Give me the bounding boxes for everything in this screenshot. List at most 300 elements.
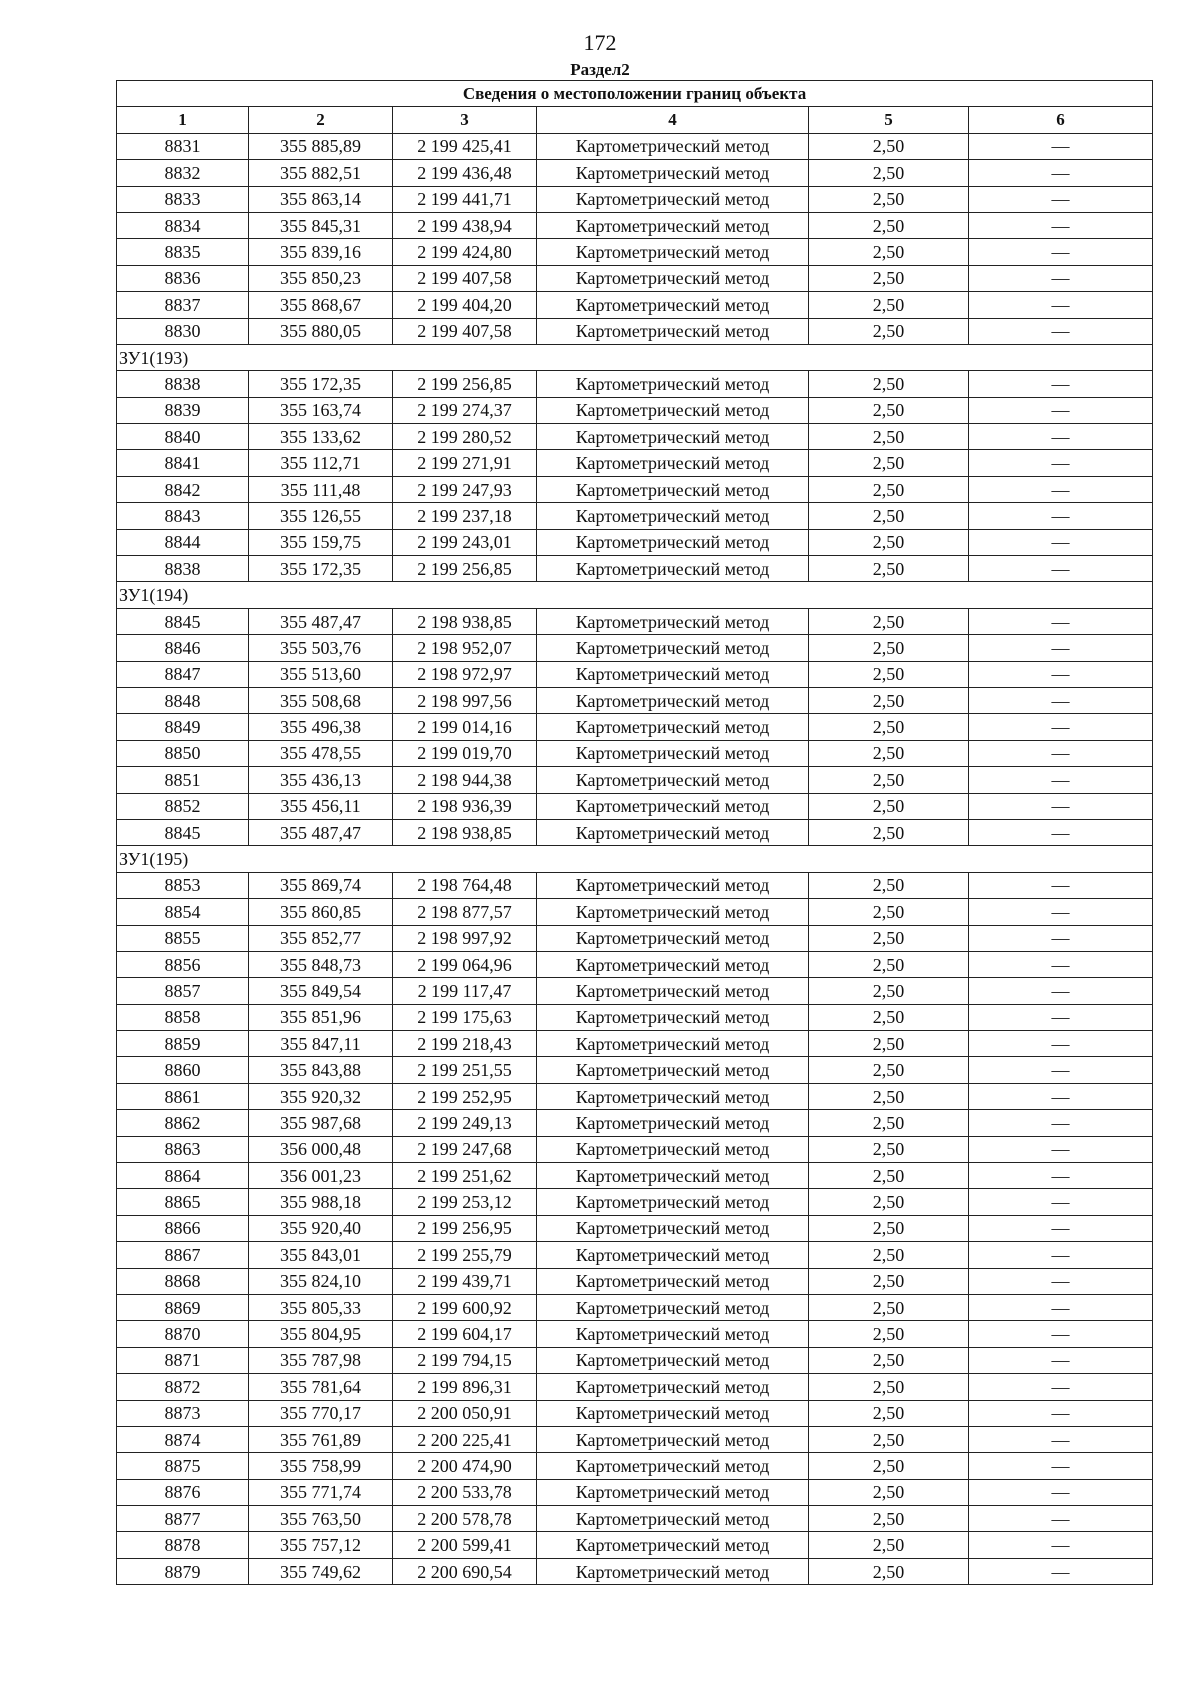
table-row — [117, 1374, 1153, 1400]
accuracy-cell: 2,50 — [809, 186, 969, 212]
group-label: ЗУ1(193) — [117, 344, 1153, 370]
description-cell: — — [969, 1506, 1153, 1532]
point-number-cell: 8838 — [117, 371, 249, 397]
table-row — [117, 318, 1153, 344]
description-cell: — — [969, 476, 1153, 502]
table-row — [117, 872, 1153, 898]
x-coordinate-cell: 355 882,51 — [249, 160, 393, 186]
accuracy-cell: 2,50 — [809, 160, 969, 186]
point-number-cell: 8869 — [117, 1294, 249, 1320]
accuracy-cell: 2,50 — [809, 239, 969, 265]
point-number-cell: 8852 — [117, 793, 249, 819]
y-coordinate-cell: 2 198 997,56 — [393, 687, 537, 713]
description-cell: — — [969, 1215, 1153, 1241]
description-cell: — — [969, 1189, 1153, 1215]
description-cell: — — [969, 899, 1153, 925]
y-coordinate-cell: 2 199 117,47 — [393, 978, 537, 1004]
y-coordinate-cell: 2 199 404,20 — [393, 292, 537, 318]
accuracy-cell: 2,50 — [809, 1083, 969, 1109]
table-row — [117, 740, 1153, 766]
method-cell: Картометрический метод — [537, 1426, 809, 1452]
description-cell: — — [969, 819, 1153, 845]
accuracy-cell: 2,50 — [809, 1215, 969, 1241]
table-row — [117, 767, 1153, 793]
method-cell: Картометрический метод — [537, 1163, 809, 1189]
point-number-cell: 8859 — [117, 1031, 249, 1057]
method-cell: Картометрический метод — [537, 1374, 809, 1400]
table-row — [117, 899, 1153, 925]
x-coordinate-cell: 355 839,16 — [249, 239, 393, 265]
method-cell: Картометрический метод — [537, 371, 809, 397]
y-coordinate-cell: 2 199 251,62 — [393, 1163, 537, 1189]
y-coordinate-cell: 2 199 247,93 — [393, 476, 537, 502]
y-coordinate-cell: 2 199 247,68 — [393, 1136, 537, 1162]
y-coordinate-cell: 2 199 175,63 — [393, 1004, 537, 1030]
x-coordinate-cell: 355 843,88 — [249, 1057, 393, 1083]
method-cell: Картометрический метод — [537, 1215, 809, 1241]
table-row — [117, 635, 1153, 661]
table-row — [117, 1426, 1153, 1452]
column-header: 1 — [117, 107, 249, 133]
y-coordinate-cell: 2 199 407,58 — [393, 318, 537, 344]
point-number-cell: 8864 — [117, 1163, 249, 1189]
page-number: 172 — [583, 30, 617, 55]
point-number-cell: 8846 — [117, 635, 249, 661]
point-number-cell: 8849 — [117, 714, 249, 740]
y-coordinate-cell: 2 198 952,07 — [393, 635, 537, 661]
table-row — [117, 424, 1153, 450]
description-cell: — — [969, 186, 1153, 212]
description-cell: — — [969, 1374, 1153, 1400]
accuracy-cell: 2,50 — [809, 1479, 969, 1505]
x-coordinate-cell: 355 885,89 — [249, 133, 393, 159]
accuracy-cell: 2,50 — [809, 1426, 969, 1452]
table-row — [117, 503, 1153, 529]
y-coordinate-cell: 2 199 274,37 — [393, 397, 537, 423]
table-title-row — [117, 81, 1153, 107]
accuracy-cell: 2,50 — [809, 978, 969, 1004]
column-header: 5 — [809, 107, 969, 133]
column-header: 6 — [969, 107, 1153, 133]
x-coordinate-cell: 355 860,85 — [249, 899, 393, 925]
table-row — [117, 1268, 1153, 1294]
description-cell: — — [969, 1426, 1153, 1452]
description-cell: — — [969, 608, 1153, 634]
point-number-cell: 8845 — [117, 608, 249, 634]
group-label: ЗУ1(195) — [117, 846, 1153, 872]
accuracy-cell: 2,50 — [809, 1136, 969, 1162]
table-row — [117, 212, 1153, 238]
column-header-row — [117, 107, 1153, 133]
method-cell: Картометрический метод — [537, 1347, 809, 1373]
table-row — [117, 239, 1153, 265]
point-number-cell: 8841 — [117, 450, 249, 476]
point-number-cell: 8844 — [117, 529, 249, 555]
accuracy-cell: 2,50 — [809, 265, 969, 291]
description-cell: — — [969, 1347, 1153, 1373]
table-row — [117, 160, 1153, 186]
table-row — [117, 1242, 1153, 1268]
accuracy-cell: 2,50 — [809, 1242, 969, 1268]
accuracy-cell: 2,50 — [809, 1558, 969, 1584]
method-cell: Картометрический метод — [537, 872, 809, 898]
description-cell: — — [969, 133, 1153, 159]
point-number-cell: 8848 — [117, 687, 249, 713]
table-row — [117, 1347, 1153, 1373]
point-number-cell: 8874 — [117, 1426, 249, 1452]
method-cell: Картометрический метод — [537, 318, 809, 344]
method-cell: Картометрический метод — [537, 1083, 809, 1109]
method-cell: Картометрический метод — [537, 450, 809, 476]
x-coordinate-cell: 355 869,74 — [249, 872, 393, 898]
method-cell: Картометрический метод — [537, 978, 809, 1004]
y-coordinate-cell: 2 199 424,80 — [393, 239, 537, 265]
table-row — [117, 1057, 1153, 1083]
accuracy-cell: 2,50 — [809, 1294, 969, 1320]
description-cell: — — [969, 529, 1153, 555]
y-coordinate-cell: 2 200 599,41 — [393, 1532, 537, 1558]
method-cell: Картометрический метод — [537, 1506, 809, 1532]
method-cell: Картометрический метод — [537, 424, 809, 450]
table-row — [117, 1558, 1153, 1584]
description-cell: — — [969, 925, 1153, 951]
x-coordinate-cell: 355 111,48 — [249, 476, 393, 502]
x-coordinate-cell: 355 163,74 — [249, 397, 393, 423]
point-number-cell: 8838 — [117, 556, 249, 582]
description-cell: — — [969, 556, 1153, 582]
y-coordinate-cell: 2 199 243,01 — [393, 529, 537, 555]
x-coordinate-cell: 355 496,38 — [249, 714, 393, 740]
x-coordinate-cell: 355 863,14 — [249, 186, 393, 212]
table-row — [117, 133, 1153, 159]
accuracy-cell: 2,50 — [809, 1347, 969, 1373]
method-cell: Картометрический метод — [537, 239, 809, 265]
y-coordinate-cell: 2 198 877,57 — [393, 899, 537, 925]
point-number-cell: 8853 — [117, 872, 249, 898]
x-coordinate-cell: 355 880,05 — [249, 318, 393, 344]
method-cell: Картометрический метод — [537, 1189, 809, 1215]
description-cell: — — [969, 1242, 1153, 1268]
x-coordinate-cell: 355 172,35 — [249, 556, 393, 582]
group-row — [117, 582, 1153, 608]
description-cell: — — [969, 292, 1153, 318]
table-body — [117, 133, 1153, 1584]
y-coordinate-cell: 2 199 600,92 — [393, 1294, 537, 1320]
x-coordinate-cell: 355 133,62 — [249, 424, 393, 450]
table-row — [117, 397, 1153, 423]
table-row — [117, 819, 1153, 845]
method-cell: Картометрический метод — [537, 1400, 809, 1426]
y-coordinate-cell: 2 198 936,39 — [393, 793, 537, 819]
method-cell: Картометрический метод — [537, 661, 809, 687]
point-number-cell: 8834 — [117, 212, 249, 238]
point-number-cell: 8876 — [117, 1479, 249, 1505]
table-row — [117, 1479, 1153, 1505]
x-coordinate-cell: 355 987,68 — [249, 1110, 393, 1136]
accuracy-cell: 2,50 — [809, 925, 969, 951]
accuracy-cell: 2,50 — [809, 793, 969, 819]
x-coordinate-cell: 355 513,60 — [249, 661, 393, 687]
accuracy-cell: 2,50 — [809, 714, 969, 740]
x-coordinate-cell: 355 503,76 — [249, 635, 393, 661]
y-coordinate-cell: 2 200 474,90 — [393, 1453, 537, 1479]
point-number-cell: 8836 — [117, 265, 249, 291]
description-cell: — — [969, 1083, 1153, 1109]
description-cell: — — [969, 318, 1153, 344]
table-row — [117, 529, 1153, 555]
point-number-cell: 8867 — [117, 1242, 249, 1268]
point-number-cell: 8868 — [117, 1268, 249, 1294]
method-cell: Картометрический метод — [537, 1268, 809, 1294]
description-cell: — — [969, 1163, 1153, 1189]
point-number-cell: 8837 — [117, 292, 249, 318]
method-cell: Картометрический метод — [537, 819, 809, 845]
x-coordinate-cell: 355 849,54 — [249, 978, 393, 1004]
x-coordinate-cell: 355 920,32 — [249, 1083, 393, 1109]
column-header: 4 — [537, 107, 809, 133]
point-number-cell: 8857 — [117, 978, 249, 1004]
y-coordinate-cell: 2 198 997,92 — [393, 925, 537, 951]
y-coordinate-cell: 2 199 280,52 — [393, 424, 537, 450]
description-cell: — — [969, 714, 1153, 740]
description-cell: — — [969, 1558, 1153, 1584]
description-cell: — — [969, 635, 1153, 661]
method-cell: Картометрический метод — [537, 476, 809, 502]
table-row — [117, 1294, 1153, 1320]
accuracy-cell: 2,50 — [809, 1453, 969, 1479]
method-cell: Картометрический метод — [537, 1110, 809, 1136]
method-cell: Картометрический метод — [537, 292, 809, 318]
method-cell: Картометрический метод — [537, 899, 809, 925]
accuracy-cell: 2,50 — [809, 212, 969, 238]
section-title: Раздел2 — [570, 60, 630, 79]
accuracy-cell: 2,50 — [809, 740, 969, 766]
y-coordinate-cell: 2 199 252,95 — [393, 1083, 537, 1109]
table-row — [117, 714, 1153, 740]
point-number-cell: 8832 — [117, 160, 249, 186]
x-coordinate-cell: 355 847,11 — [249, 1031, 393, 1057]
table-row — [117, 1400, 1153, 1426]
boundary-table — [116, 80, 1153, 1585]
x-coordinate-cell: 355 761,89 — [249, 1426, 393, 1452]
description-cell: — — [969, 661, 1153, 687]
table-row — [117, 1004, 1153, 1030]
method-cell: Картометрический метод — [537, 714, 809, 740]
method-cell: Картометрический метод — [537, 186, 809, 212]
description-cell: — — [969, 1004, 1153, 1030]
point-number-cell: 8865 — [117, 1189, 249, 1215]
point-number-cell: 8877 — [117, 1506, 249, 1532]
table-row — [117, 1321, 1153, 1347]
accuracy-cell: 2,50 — [809, 687, 969, 713]
x-coordinate-cell: 355 845,31 — [249, 212, 393, 238]
table-row — [117, 925, 1153, 951]
point-number-cell: 8835 — [117, 239, 249, 265]
accuracy-cell: 2,50 — [809, 450, 969, 476]
table-row — [117, 450, 1153, 476]
description-cell: — — [969, 1400, 1153, 1426]
description-cell: — — [969, 397, 1153, 423]
y-coordinate-cell: 2 199 256,95 — [393, 1215, 537, 1241]
table-row — [117, 1506, 1153, 1532]
y-coordinate-cell: 2 198 944,38 — [393, 767, 537, 793]
description-cell: — — [969, 503, 1153, 529]
x-coordinate-cell: 355 848,73 — [249, 951, 393, 977]
accuracy-cell: 2,50 — [809, 397, 969, 423]
y-coordinate-cell: 2 200 050,91 — [393, 1400, 537, 1426]
table-row — [117, 1163, 1153, 1189]
table-row — [117, 1110, 1153, 1136]
accuracy-cell: 2,50 — [809, 1031, 969, 1057]
y-coordinate-cell: 2 199 604,17 — [393, 1321, 537, 1347]
method-cell: Картометрический метод — [537, 635, 809, 661]
description-cell: — — [969, 1057, 1153, 1083]
y-coordinate-cell: 2 199 255,79 — [393, 1242, 537, 1268]
y-coordinate-cell: 2 200 533,78 — [393, 1479, 537, 1505]
x-coordinate-cell: 355 172,35 — [249, 371, 393, 397]
accuracy-cell: 2,50 — [809, 951, 969, 977]
x-coordinate-cell: 355 852,77 — [249, 925, 393, 951]
point-number-cell: 8871 — [117, 1347, 249, 1373]
point-number-cell: 8847 — [117, 661, 249, 687]
table-row — [117, 687, 1153, 713]
method-cell: Картометрический метод — [537, 503, 809, 529]
column-header: 2 — [249, 107, 393, 133]
accuracy-cell: 2,50 — [809, 503, 969, 529]
point-number-cell: 8830 — [117, 318, 249, 344]
description-cell: — — [969, 1453, 1153, 1479]
table-row — [117, 186, 1153, 212]
x-coordinate-cell: 356 000,48 — [249, 1136, 393, 1162]
method-cell: Картометрический метод — [537, 1004, 809, 1030]
accuracy-cell: 2,50 — [809, 767, 969, 793]
method-cell: Картометрический метод — [537, 925, 809, 951]
y-coordinate-cell: 2 199 218,43 — [393, 1031, 537, 1057]
accuracy-cell: 2,50 — [809, 1400, 969, 1426]
point-number-cell: 8839 — [117, 397, 249, 423]
point-number-cell: 8872 — [117, 1374, 249, 1400]
y-coordinate-cell: 2 199 271,91 — [393, 450, 537, 476]
point-number-cell: 8861 — [117, 1083, 249, 1109]
accuracy-cell: 2,50 — [809, 133, 969, 159]
x-coordinate-cell: 355 868,67 — [249, 292, 393, 318]
description-cell: — — [969, 1294, 1153, 1320]
method-cell: Картометрический метод — [537, 1294, 809, 1320]
x-coordinate-cell: 355 805,33 — [249, 1294, 393, 1320]
x-coordinate-cell: 355 850,23 — [249, 265, 393, 291]
point-number-cell: 8870 — [117, 1321, 249, 1347]
x-coordinate-cell: 355 781,64 — [249, 1374, 393, 1400]
table-row — [117, 1453, 1153, 1479]
accuracy-cell: 2,50 — [809, 635, 969, 661]
accuracy-cell: 2,50 — [809, 1321, 969, 1347]
table-row — [117, 265, 1153, 291]
description-cell: — — [969, 1479, 1153, 1505]
description-cell: — — [969, 265, 1153, 291]
group-label: ЗУ1(194) — [117, 582, 1153, 608]
accuracy-cell: 2,50 — [809, 529, 969, 555]
description-cell: — — [969, 1110, 1153, 1136]
x-coordinate-cell: 355 770,17 — [249, 1400, 393, 1426]
y-coordinate-cell: 2 200 578,78 — [393, 1506, 537, 1532]
x-coordinate-cell: 355 843,01 — [249, 1242, 393, 1268]
x-coordinate-cell: 355 763,50 — [249, 1506, 393, 1532]
description-cell: — — [969, 212, 1153, 238]
y-coordinate-cell: 2 199 896,31 — [393, 1374, 537, 1400]
x-coordinate-cell: 355 436,13 — [249, 767, 393, 793]
method-cell: Картометрический метод — [537, 951, 809, 977]
x-coordinate-cell: 355 159,75 — [249, 529, 393, 555]
y-coordinate-cell: 2 199 253,12 — [393, 1189, 537, 1215]
table-row — [117, 1031, 1153, 1057]
point-number-cell: 8873 — [117, 1400, 249, 1426]
y-coordinate-cell: 2 198 972,97 — [393, 661, 537, 687]
point-number-cell: 8862 — [117, 1110, 249, 1136]
point-number-cell: 8845 — [117, 819, 249, 845]
x-coordinate-cell: 355 487,47 — [249, 608, 393, 634]
group-row — [117, 846, 1153, 872]
accuracy-cell: 2,50 — [809, 371, 969, 397]
table-row — [117, 793, 1153, 819]
point-number-cell: 8854 — [117, 899, 249, 925]
x-coordinate-cell: 355 112,71 — [249, 450, 393, 476]
x-coordinate-cell: 355 851,96 — [249, 1004, 393, 1030]
method-cell: Картометрический метод — [537, 767, 809, 793]
description-cell: — — [969, 978, 1153, 1004]
method-cell: Картометрический метод — [537, 1558, 809, 1584]
method-cell: Картометрический метод — [537, 529, 809, 555]
point-number-cell: 8856 — [117, 951, 249, 977]
accuracy-cell: 2,50 — [809, 1189, 969, 1215]
method-cell: Картометрический метод — [537, 608, 809, 634]
table-row — [117, 608, 1153, 634]
method-cell: Картометрический метод — [537, 1242, 809, 1268]
x-coordinate-cell: 355 920,40 — [249, 1215, 393, 1241]
method-cell: Картометрический метод — [537, 793, 809, 819]
method-cell: Картометрический метод — [537, 1031, 809, 1057]
y-coordinate-cell: 2 199 064,96 — [393, 951, 537, 977]
point-number-cell: 8850 — [117, 740, 249, 766]
x-coordinate-cell: 356 001,23 — [249, 1163, 393, 1189]
x-coordinate-cell: 355 487,47 — [249, 819, 393, 845]
table-row — [117, 951, 1153, 977]
point-number-cell: 8840 — [117, 424, 249, 450]
description-cell: — — [969, 424, 1153, 450]
accuracy-cell: 2,50 — [809, 1374, 969, 1400]
method-cell: Картометрический метод — [537, 556, 809, 582]
y-coordinate-cell: 2 199 237,18 — [393, 503, 537, 529]
description-cell: — — [969, 740, 1153, 766]
method-cell: Картометрический метод — [537, 1136, 809, 1162]
table-row — [117, 1136, 1153, 1162]
accuracy-cell: 2,50 — [809, 1532, 969, 1558]
accuracy-cell: 2,50 — [809, 1268, 969, 1294]
point-number-cell: 8879 — [117, 1558, 249, 1584]
y-coordinate-cell: 2 200 690,54 — [393, 1558, 537, 1584]
accuracy-cell: 2,50 — [809, 1057, 969, 1083]
x-coordinate-cell: 355 757,12 — [249, 1532, 393, 1558]
accuracy-cell: 2,50 — [809, 1004, 969, 1030]
method-cell: Картометрический метод — [537, 740, 809, 766]
table-title: Сведения о местоположении границ объекта — [117, 81, 1153, 107]
description-cell: — — [969, 160, 1153, 186]
description-cell: — — [969, 371, 1153, 397]
table-row — [117, 1189, 1153, 1215]
point-number-cell: 8860 — [117, 1057, 249, 1083]
y-coordinate-cell: 2 199 251,55 — [393, 1057, 537, 1083]
x-coordinate-cell: 355 758,99 — [249, 1453, 393, 1479]
y-coordinate-cell: 2 199 438,94 — [393, 212, 537, 238]
